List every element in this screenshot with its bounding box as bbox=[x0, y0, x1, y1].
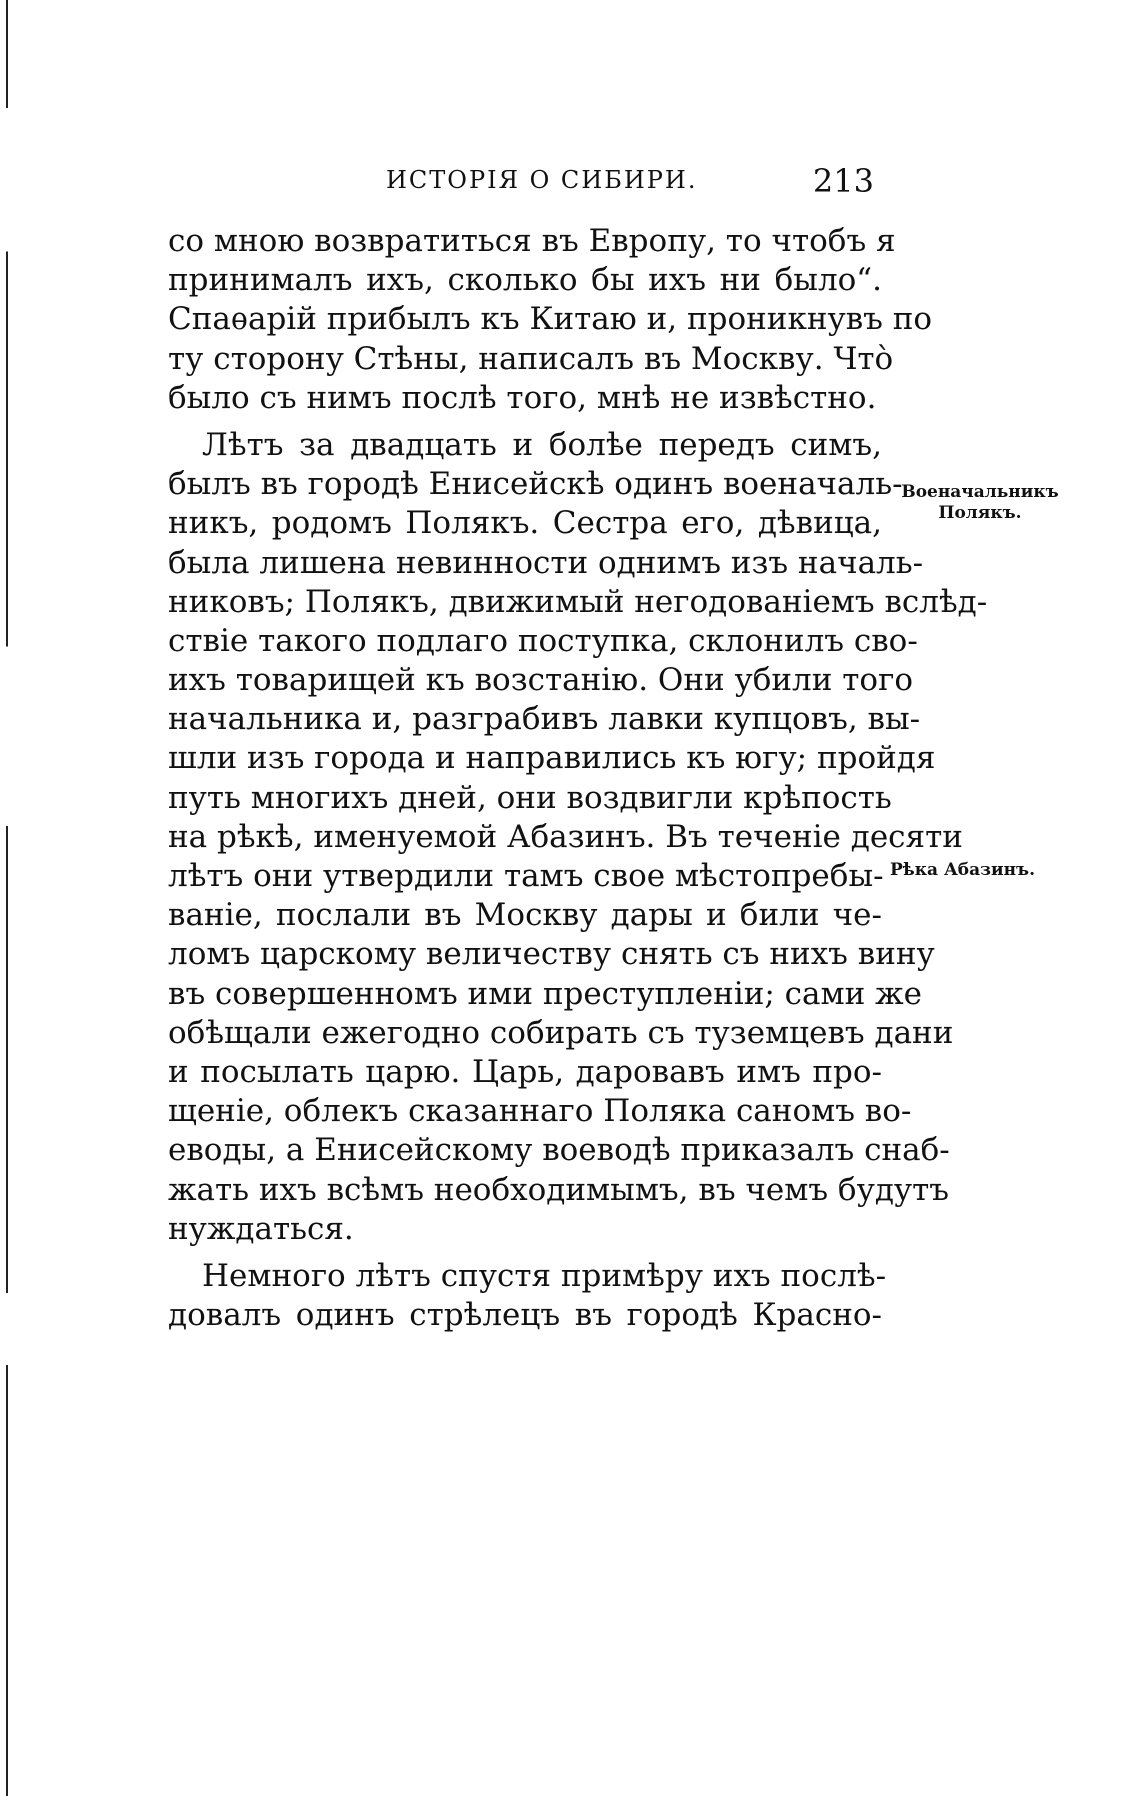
text-line: на рѣкѣ, именуемой Абазинъ. Въ теченіе десяти bbox=[168, 818, 963, 855]
running-head bbox=[168, 162, 896, 202]
text-line: никъ, родомъ Полякъ. Сестра его, дѣвица, bbox=[168, 505, 882, 542]
text-line: принималъ ихъ, сколько бы ихъ ни было“. bbox=[168, 262, 882, 299]
page-binding-edge bbox=[6, 0, 8, 1796]
text-line: лѣтъ они утвердили тамъ свое мѣстопребы- bbox=[168, 858, 884, 894]
text-line: жать ихъ всѣмъ необходимымъ, въ чемъ будутъ bbox=[168, 1171, 950, 1208]
marginal-note-line: Военачальникъ bbox=[901, 482, 1059, 502]
text-line: Лѣтъ за двадцать и болѣе передъ симъ, bbox=[202, 426, 882, 463]
text-line: была лишена невинности однимъ изъ началь- bbox=[168, 544, 924, 581]
text-line: начальника и, разграбивъ лавки купцовъ, вы- bbox=[168, 701, 921, 738]
text-line: еводы, а Енисейскому воеводѣ приказалъ снаб- bbox=[168, 1132, 950, 1169]
text-line: щеніе, облекъ сказаннаго Поляка саномъ во- bbox=[168, 1093, 912, 1130]
text-line: никовъ; Полякъ, движимый негодованіемъ вслѣд- bbox=[168, 583, 988, 620]
marginal-note-voenachalnik bbox=[890, 482, 1070, 524]
text-line: путь многихъ дней, они воздвигли крѣпость bbox=[168, 779, 892, 816]
text-line: въ совершенномъ ими преступленіи; сами же bbox=[168, 975, 923, 1012]
text-line: было съ нимъ послѣ того, мнѣ не извѣстно. bbox=[168, 379, 877, 416]
paragraph-gap bbox=[168, 418, 882, 426]
marginal-note-line: Рѣка Абазинъ. bbox=[890, 860, 1036, 880]
text-line: довалъ одинъ стрѣлецъ въ городѣ Красно- bbox=[168, 1297, 882, 1334]
text-line: ствіе такого подлаго поступка, склонилъ сво- bbox=[168, 622, 918, 659]
paragraph-3 bbox=[168, 1257, 887, 1335]
marginal-note-reka-abazin bbox=[890, 860, 1090, 881]
page-number: 213 bbox=[812, 162, 874, 200]
marginal-note-line: Полякъ. bbox=[938, 503, 1022, 523]
text-line: нуждаться. bbox=[168, 1210, 354, 1247]
paragraph-gap bbox=[168, 1249, 882, 1257]
text-line: Немного лѣтъ спустя примѣру ихъ послѣ- bbox=[202, 1257, 887, 1294]
text-line: и посылать царю. Царь, даровавъ имъ про- bbox=[168, 1053, 882, 1090]
text-line: ваніе, послали въ Москву дары и били че- bbox=[168, 897, 882, 934]
text-line: ихъ товарищей къ возстанію. Они убили того bbox=[168, 662, 913, 699]
text-line: Спаѳарій прибылъ къ Китаю и, проникнувъ по bbox=[168, 301, 933, 338]
text-line: ломъ царскому величеству снять съ нихъ вину bbox=[168, 936, 935, 973]
running-title: ИСТОРІЯ О СИБИРИ. bbox=[386, 166, 698, 194]
paragraph-1 bbox=[168, 222, 933, 418]
text-line: ту сторону Стѣны, написалъ въ Москву. Чтò bbox=[168, 340, 894, 377]
text-line: шли изъ города и направились къ югу; пройдя bbox=[168, 740, 936, 777]
text-line: со мною возвратиться въ Европу, то чтобъ я bbox=[168, 223, 896, 259]
text-line: былъ въ городѣ Енисейскѣ одинъ военачаль- bbox=[168, 466, 903, 503]
text-line: обѣщали ежегодно собирать съ туземцевъ дани bbox=[168, 1014, 954, 1051]
